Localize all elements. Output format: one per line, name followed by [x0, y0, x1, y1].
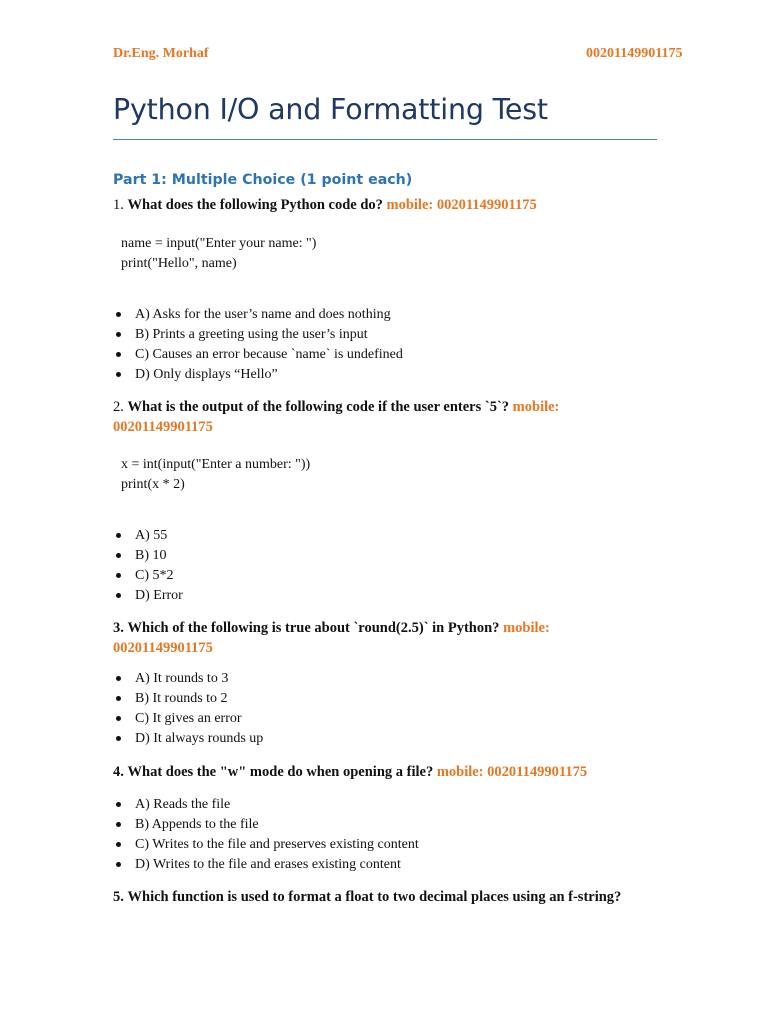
- bullet-icon: [116, 352, 121, 357]
- question-text: What does the "w" mode do when opening a file?: [127, 764, 434, 780]
- mobile-label: mobile: 00201149901175: [436, 764, 588, 780]
- mobile-label: mobile: 00201149901175: [386, 197, 537, 213]
- list-item: A) 55: [113, 526, 183, 546]
- bullet-icon: [116, 573, 121, 578]
- list-item: B) It rounds to 2: [113, 689, 263, 709]
- code-block-1: [121, 234, 316, 274]
- list-item: B) Prints a greeting using the user’s input: [113, 325, 403, 345]
- bullet-icon: [116, 312, 121, 317]
- question-text: What is the output of the following code if the user enters `5`?: [127, 399, 510, 415]
- list-item: C) It gives an error: [113, 709, 263, 729]
- list-item: C) Writes to the file and preserves existing content: [113, 835, 419, 855]
- question-1: [113, 195, 633, 215]
- bullet-icon: [116, 736, 121, 741]
- options-list-4: [113, 795, 419, 875]
- question-number: 1.: [113, 197, 124, 213]
- question-number: 2.: [113, 399, 124, 415]
- question-2: [113, 397, 633, 437]
- list-item: B) Appends to the file: [113, 815, 419, 835]
- question-text: Which of the following is true about `round(2.5)` in Python?: [127, 620, 500, 636]
- bullet-icon: [116, 593, 121, 598]
- mobile-label: mobile: 00201149901175: [113, 399, 560, 435]
- options-list-2: [113, 526, 183, 606]
- bullet-icon: [116, 822, 121, 827]
- question-text: What does the following Python code do?: [127, 197, 383, 213]
- question-text: Which function is used to format a float to two decimal places using an f-string?: [127, 889, 622, 905]
- author-name: Dr.Eng. Morhaf: [113, 46, 209, 61]
- bullet-icon: [116, 842, 121, 847]
- bullet-icon: [116, 696, 121, 701]
- bullet-icon: [116, 533, 121, 538]
- mobile-label: mobile: 00201149901175: [113, 620, 550, 656]
- question-number: 5.: [113, 889, 124, 905]
- code-line: print("Hello", name): [121, 256, 237, 271]
- bullet-icon: [116, 802, 121, 807]
- question-4: [113, 762, 633, 782]
- list-item: B) 10: [113, 546, 183, 566]
- question-number: 4.: [113, 764, 124, 780]
- options-list-1: [113, 305, 403, 385]
- list-item: A) It rounds to 3: [113, 669, 263, 689]
- code-line: x = int(input("Enter a number: ")): [121, 457, 311, 472]
- list-item: D) Writes to the file and erases existing content: [113, 855, 419, 875]
- list-item: D) Error: [113, 586, 183, 606]
- question-3: [113, 618, 633, 658]
- part1-heading: Part 1: Multiple Choice (1 point each): [113, 172, 413, 188]
- bullet-icon: [116, 553, 121, 558]
- list-item: C) Causes an error because `name` is undefined: [113, 345, 403, 365]
- list-item: C) 5*2: [113, 566, 183, 586]
- code-line: name = input("Enter your name: "): [121, 236, 317, 251]
- bullet-icon: [116, 716, 121, 721]
- options-list-3: [113, 669, 263, 749]
- page-title: Python I/O and Formatting Test: [113, 93, 548, 126]
- list-item: A) Reads the file: [113, 795, 419, 815]
- header-phone: 00201149901175: [586, 46, 683, 61]
- list-item: A) Asks for the user’s name and does nothing: [113, 305, 403, 325]
- list-item: D) It always rounds up: [113, 729, 263, 749]
- code-block-2: [121, 455, 310, 495]
- code-line: print(x * 2): [121, 477, 185, 492]
- title-underline: [113, 139, 657, 140]
- question-number: 3.: [113, 620, 124, 636]
- bullet-icon: [116, 862, 121, 867]
- question-5: [113, 887, 673, 907]
- bullet-icon: [116, 332, 121, 337]
- bullet-icon: [116, 372, 121, 377]
- list-item: D) Only displays “Hello”: [113, 365, 403, 385]
- bullet-icon: [116, 676, 121, 681]
